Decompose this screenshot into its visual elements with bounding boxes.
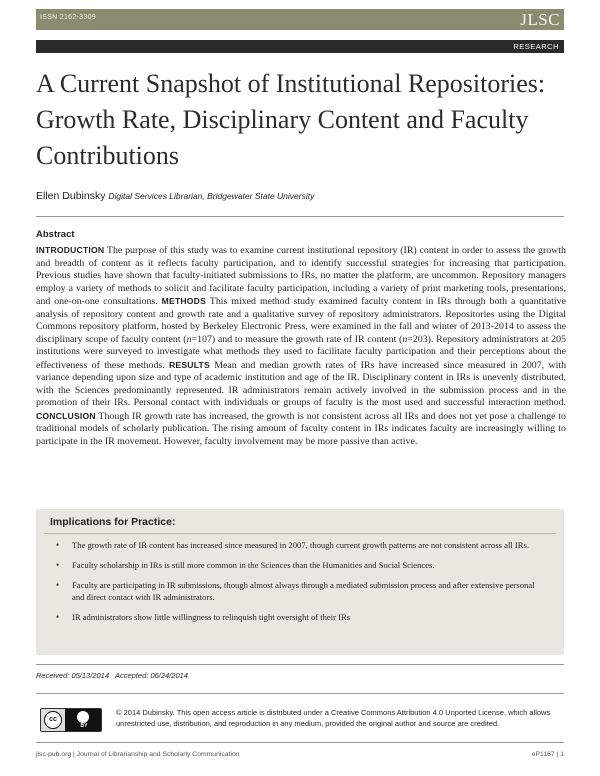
bullet-icon: •	[56, 612, 60, 622]
divider	[36, 742, 564, 743]
list-item	[48, 611, 548, 623]
received-label: Received:	[36, 671, 70, 680]
journal-header-bar	[36, 9, 564, 30]
divider	[44, 533, 556, 534]
section-bar	[36, 40, 564, 53]
implications-box	[36, 509, 564, 655]
abstract-body	[36, 244, 566, 448]
license-block	[36, 704, 564, 738]
page-footer	[36, 751, 564, 758]
article-title: A Current Snapshot of Institutional Repositories: Growth Rate, Disciplinary Content and Faculty Contributions	[36, 69, 546, 170]
accepted-date: 06/24/2014	[150, 671, 188, 680]
received-date: 05/13/2014	[71, 671, 109, 680]
bullet-icon: •	[56, 540, 60, 550]
n-symbol: n	[402, 333, 408, 345]
section-label: RESEARCH	[513, 42, 559, 51]
divider	[36, 216, 564, 217]
cc-by-license-badge-icon[interactable]	[40, 708, 102, 732]
footer-journal: jlsc-pub.org | Journal of Librarianship and Scholarly Communication	[36, 751, 240, 758]
list-item-text: The growth rate of IR content has increased since measured in 2007, though current growth patterns are not consistent across all IRs.	[72, 540, 530, 550]
journal-logo: JLSC	[520, 10, 560, 29]
methods-text-n1: =107) and to measure the growth rate of IR content (	[191, 333, 403, 345]
list-item-text: IR administrators show little willingness to relinquish tight oversight of their IRs	[72, 612, 351, 622]
implications-heading: Implications for Practice:	[50, 516, 176, 528]
footer-page-number: eP1167 | 1	[531, 751, 564, 758]
by-label: BY	[80, 723, 88, 729]
n-symbol: n	[186, 333, 192, 345]
results-label: RESULTS	[169, 359, 210, 370]
author-name: Ellen Dubinsky	[36, 190, 106, 202]
methods-label: METHODS	[161, 296, 207, 306]
conclusion-text: Though IR growth rate has increased, the growth is not consistent across all IRs and does not yet pose a challenge to traditional models of scholarly publication. The rising amount of faculty content in IRs indicates faculty are increasingly willing to participate in the IR movement. However, faculty involvement may be more passive than active.	[36, 410, 566, 447]
implications-list	[48, 539, 548, 631]
introduction-text: The purpose of this study was to examine current institutional repository (IR) content in order to assess the growth and breadth of content as it reflects faculty participation, and to identify successful strategies for increasing that participation. Previous studies have shown that faculty-initiated submissions to IRs, no matter the platform, are uncommon. Repository managers employ a variety of methods to solicit and facilitate faculty participation, including a variety of print marketing tools, presentations, and one-on-one consultations.	[36, 245, 566, 307]
methods-text-n2: =203). Repository administrators at 205 institutions were surveyed to investigate what methods they used to facilitate faculty participation and their perceptions about the effectiveness of these methods.	[36, 333, 566, 371]
submission-dates	[36, 671, 188, 680]
list-item	[48, 559, 548, 571]
issn-label: ISSN 2162-3309	[40, 14, 96, 21]
methods-text: This mixed method study examined faculty content in IRs through both a quantitative analysis of repository content and growth rate and a qualitative survey of repository administrators. Repositories using the Digital Commons repository platform, hosted by Berkeley Electronic Press, were examined in the fall and winter of 2013-2014 to assess the disciplinary scope of faculty content (	[36, 296, 566, 345]
person-icon	[77, 711, 89, 723]
license-text: © 2014 Dubinsky. This open access article is distributed under a Creative Commons Attribution 4.0 Unported License, which allows unrestricted use, distribution, and reproduction in any medium, provided the original author and source are credited.	[116, 708, 551, 728]
divider	[36, 693, 564, 694]
cc-icon: cc	[44, 711, 62, 729]
introduction-label: INTRODUCTION	[36, 245, 105, 255]
accepted-label: Accepted:	[114, 671, 149, 680]
bullet-icon: •	[56, 560, 60, 570]
author-affiliation: Digital Services Librarian, Bridgewater State University	[108, 191, 315, 201]
abstract-heading: Abstract	[36, 229, 75, 240]
results-text: Mean and median growth rates of IRs have increased since measured in 2007, with variance depending upon size and type of academic institution and age of the IR. Disciplinary content in IRs is unevenly distributed, with the Sciences predominantly represented. IR administrators remain actively involved in the submission process and in the promotion of their IRs. Personal contact with individuals or groups of faculty is the most used and successful interaction method.	[36, 359, 567, 408]
list-item-text: Faculty scholarship in IRs is still more common in the Sciences than the Humanities and Social Sciences.	[72, 560, 435, 570]
bullet-icon: •	[56, 580, 60, 590]
byline	[36, 190, 564, 202]
list-item	[48, 579, 548, 603]
list-item	[48, 539, 548, 551]
divider	[36, 664, 564, 665]
list-item-text: Faculty are participating in IR submissions, though almost always through a mediated submission process and after extensive personal and direct contact with IR administrators.	[72, 580, 535, 602]
conclusion-label: CONCLUSION	[36, 410, 96, 421]
